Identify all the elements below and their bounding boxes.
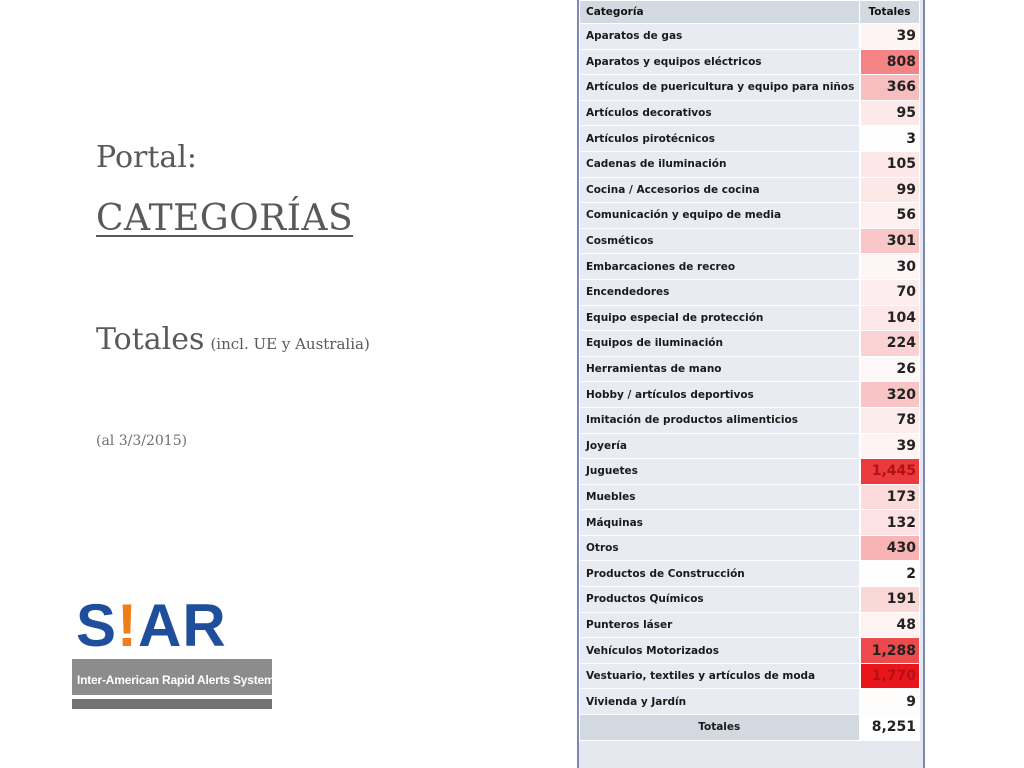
portal-label: Portal:	[96, 140, 198, 175]
category-cell: Hobby / artículos deportivos	[580, 382, 860, 408]
category-cell: Aparatos de gas	[580, 24, 860, 50]
total-row-label: Totales	[580, 715, 860, 741]
table-row	[580, 49, 920, 75]
category-cell: Máquinas	[580, 510, 860, 536]
category-cell: Punteros láser	[580, 612, 860, 638]
table-row	[580, 75, 920, 101]
grand-total-cell: 8,251	[860, 715, 920, 741]
category-cell: Artículos de puericultura y equipo para niños	[580, 75, 860, 101]
total-cell: 39	[860, 24, 920, 50]
table-row	[580, 279, 920, 305]
category-cell: Equipo especial de protección	[580, 305, 860, 331]
total-cell: 430	[860, 535, 920, 561]
total-cell: 30	[860, 254, 920, 280]
table-total-row	[580, 715, 920, 741]
category-table	[579, 0, 920, 741]
logo-stripe	[72, 699, 272, 709]
total-cell: 808	[860, 49, 920, 75]
total-cell: 70	[860, 279, 920, 305]
total-cell: 78	[860, 407, 920, 433]
logo-letters-ar: AR	[138, 592, 227, 659]
table-body	[580, 24, 920, 741]
table-row	[580, 126, 920, 152]
category-cell: Vivienda y Jardín	[580, 689, 860, 715]
total-cell: 1,445	[860, 459, 920, 485]
total-cell: 95	[860, 100, 920, 126]
category-cell: Vehículos Motorizados	[580, 638, 860, 664]
table-row	[580, 151, 920, 177]
totals-note: (incl. UE y Australia)	[210, 335, 370, 353]
table-row	[580, 407, 920, 433]
category-cell: Productos de Construcción	[580, 561, 860, 587]
total-cell: 104	[860, 305, 920, 331]
table-row	[580, 177, 920, 203]
category-table-panel	[577, 0, 925, 768]
table-row	[580, 24, 920, 50]
category-cell: Muebles	[580, 484, 860, 510]
date-note: (al 3/3/2015)	[96, 433, 188, 449]
table-header-row	[580, 1, 920, 24]
category-cell: Artículos decorativos	[580, 100, 860, 126]
logo-exclamation: !	[117, 592, 139, 659]
category-cell: Artículos pirotécnicos	[580, 126, 860, 152]
total-cell: 39	[860, 433, 920, 459]
category-cell: Embarcaciones de recreo	[580, 254, 860, 280]
total-cell: 48	[860, 612, 920, 638]
table-row	[580, 459, 920, 485]
table-row	[580, 228, 920, 254]
total-cell: 26	[860, 356, 920, 382]
logo-tagline: Inter-American Rapid Alerts System	[77, 673, 275, 687]
category-cell: Comunicación y equipo de media	[580, 203, 860, 229]
category-cell: Herramientas de mano	[580, 356, 860, 382]
total-cell: 99	[860, 177, 920, 203]
category-cell: Imitación de productos alimenticios	[580, 407, 860, 433]
table-row	[580, 612, 920, 638]
totals-heading	[96, 322, 370, 357]
table-row	[580, 510, 920, 536]
logo-letter-s: S	[76, 592, 118, 659]
total-cell: 105	[860, 151, 920, 177]
total-cell: 366	[860, 75, 920, 101]
category-cell: Juguetes	[580, 459, 860, 485]
total-cell: 173	[860, 484, 920, 510]
totals-label: Totales	[96, 322, 205, 357]
table-row	[580, 100, 920, 126]
table-row	[580, 203, 920, 229]
table-row	[580, 305, 920, 331]
logo-wordmark	[76, 592, 227, 659]
table-row	[580, 638, 920, 664]
table-row	[580, 254, 920, 280]
category-cell: Otros	[580, 535, 860, 561]
category-cell: Productos Químicos	[580, 587, 860, 613]
category-cell: Equipos de iluminación	[580, 331, 860, 357]
total-cell: 320	[860, 382, 920, 408]
page-title: CATEGORÍAS	[96, 198, 354, 239]
total-cell: 301	[860, 228, 920, 254]
total-cell: 191	[860, 587, 920, 613]
table-row	[580, 433, 920, 459]
total-cell: 2	[860, 561, 920, 587]
category-cell: Joyería	[580, 433, 860, 459]
total-cell: 132	[860, 510, 920, 536]
table-row	[580, 663, 920, 689]
category-cell: Aparatos y equipos eléctricos	[580, 49, 860, 75]
table-row	[580, 689, 920, 715]
header-category: Categoría	[580, 1, 860, 24]
table-row	[580, 356, 920, 382]
table-row	[580, 561, 920, 587]
total-cell: 1,770	[860, 663, 920, 689]
category-cell: Vestuario, textiles y artículos de moda	[580, 663, 860, 689]
category-cell: Encendedores	[580, 279, 860, 305]
total-cell: 1,288	[860, 638, 920, 664]
total-cell: 3	[860, 126, 920, 152]
total-cell: 224	[860, 331, 920, 357]
header-total: Totales	[860, 1, 920, 24]
table-row	[580, 484, 920, 510]
logo-band	[72, 659, 275, 695]
table-row	[580, 331, 920, 357]
category-cell: Cadenas de iluminación	[580, 151, 860, 177]
table-row	[580, 535, 920, 561]
table-row	[580, 587, 920, 613]
total-cell: 9	[860, 689, 920, 715]
category-cell: Cosméticos	[580, 228, 860, 254]
siar-logo	[72, 592, 275, 711]
total-cell: 56	[860, 203, 920, 229]
category-cell: Cocina / Accesorios de cocina	[580, 177, 860, 203]
table-row	[580, 382, 920, 408]
